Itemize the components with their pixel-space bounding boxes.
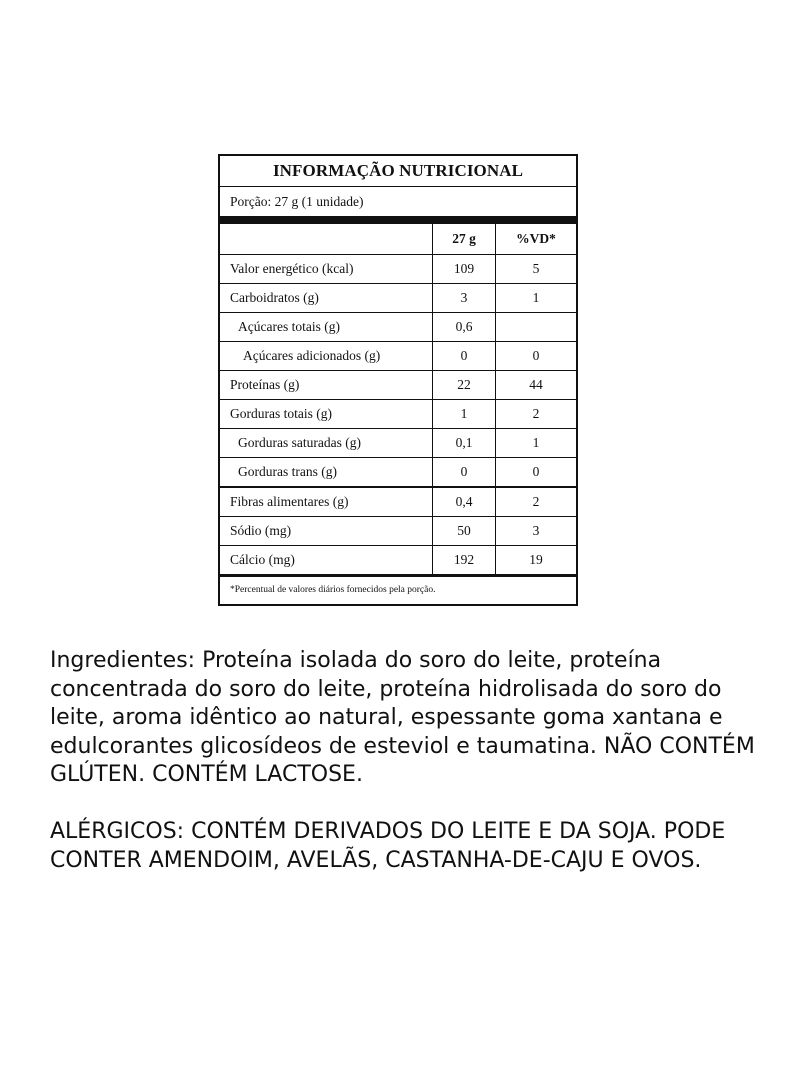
table-row (220, 284, 576, 313)
nutrient-name: Valor energético (kcal) (220, 255, 433, 284)
divider-bar (220, 216, 576, 224)
nutrient-value: 0,6 (433, 313, 496, 342)
nutrient-grid (220, 224, 576, 574)
nutrient-value: 192 (433, 546, 496, 575)
nutrient-name: Açúcares adicionados (g) (220, 342, 433, 371)
table-row (220, 458, 576, 488)
nutrient-value: 0,1 (433, 429, 496, 458)
nutrient-value: 1 (433, 400, 496, 429)
nutrition-table-title: INFORMAÇÃO NUTRICIONAL (220, 156, 576, 187)
nutrient-name: Açúcares totais (g) (220, 313, 433, 342)
table-row (220, 313, 576, 342)
nutrient-name: Gorduras trans (g) (220, 458, 433, 488)
nutrient-name: Proteínas (g) (220, 371, 433, 400)
allergens-text: ALÉRGICOS: CONTÉM DERIVADOS DO LEITE E DA SOJA. PODE CONTER AMENDOIM, AVELÃS, CASTANHA-DE-CAJU E OVOS. (50, 819, 726, 873)
nutrient-value: 3 (433, 284, 496, 313)
nutrient-name: Sódio (mg) (220, 517, 433, 546)
nutrient-daily-value: 2 (496, 487, 577, 517)
nutrient-value: 0 (433, 342, 496, 371)
nutrient-daily-value: 0 (496, 342, 577, 371)
nutrient-daily-value: 5 (496, 255, 577, 284)
nutrient-daily-value (496, 313, 577, 342)
table-row (220, 255, 576, 284)
table-row (220, 517, 576, 546)
nutrition-facts-table (218, 154, 578, 606)
table-row (220, 400, 576, 429)
table-row (220, 371, 576, 400)
nutrient-daily-value: 44 (496, 371, 577, 400)
nutrient-name: Fibras alimentares (g) (220, 487, 433, 517)
nutrient-value: 50 (433, 517, 496, 546)
table-footnote: *Percentual de valores diários fornecidos pela porção. (220, 574, 576, 604)
header-blank-cell (220, 224, 433, 255)
nutrient-name: Gorduras totais (g) (220, 400, 433, 429)
table-header-row (220, 224, 576, 255)
portion-size: Porção: 27 g (1 unidade) (230, 194, 364, 209)
table-row (220, 429, 576, 458)
nutrient-daily-value: 1 (496, 429, 577, 458)
column-header-daily-value: %VD* (496, 224, 577, 255)
table-row (220, 487, 576, 517)
ingredients-text: Ingredientes: Proteína isolada do soro do leite, proteína concentrada do soro do leite, proteína hidrolisada do soro do leite, aroma idêntico ao natural, espessante goma xantana e edulcorantes glicosídeos de esteviol e taumatina. NÃO CONTÉM GLÚTEN. CONTÉM LACTOSE. (50, 648, 755, 787)
nutrient-value: 109 (433, 255, 496, 284)
column-header-portion: 27 g (433, 224, 496, 255)
nutrient-value: 0 (433, 458, 496, 488)
nutrient-name: Carboidratos (g) (220, 284, 433, 313)
nutrient-name: Gorduras saturadas (g) (220, 429, 433, 458)
table-row (220, 342, 576, 371)
nutrient-name: Cálcio (mg) (220, 546, 433, 575)
nutrient-daily-value: 3 (496, 517, 577, 546)
nutrient-value: 0,4 (433, 487, 496, 517)
nutrient-daily-value: 0 (496, 458, 577, 488)
nutrient-value: 22 (433, 371, 496, 400)
table-row (220, 546, 576, 575)
nutrient-daily-value: 1 (496, 284, 577, 313)
nutrient-daily-value: 2 (496, 400, 577, 429)
nutrient-daily-value: 19 (529, 552, 543, 567)
